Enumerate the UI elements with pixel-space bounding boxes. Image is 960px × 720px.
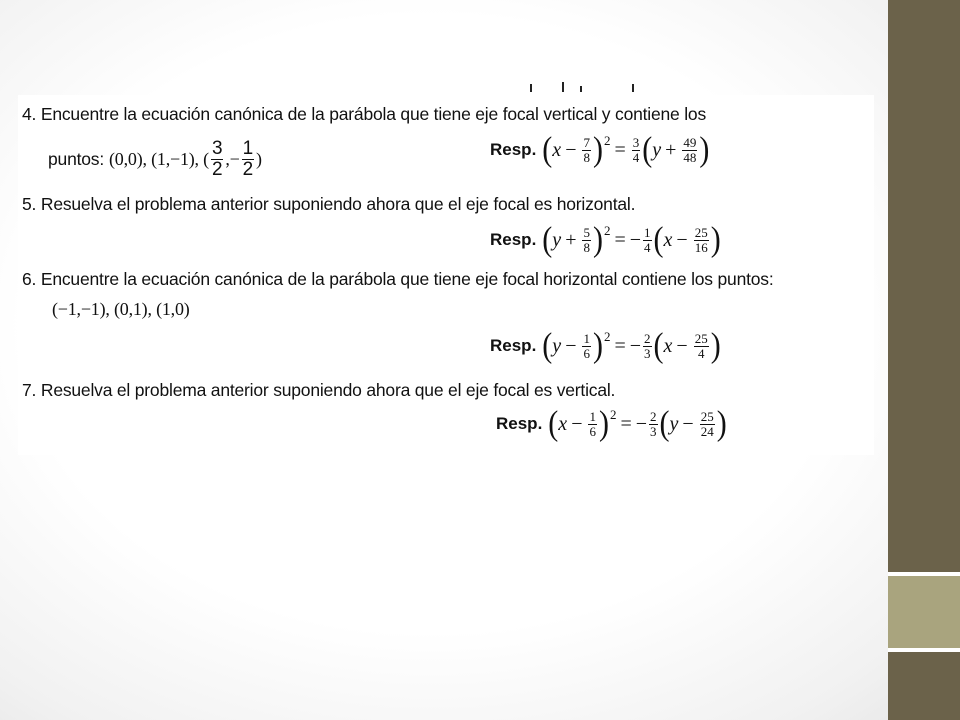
problem-4-points: puntos: (0,0), (1,−1), ( $\frac{3}{2}$ ,− $\frac{1}{2}$ ) (48, 138, 262, 180)
answer-equation: ( y − $\frac{1}{6}$ ) 2 = − $\frac{2}{3}$ ( x − $\frac{25}{4}$ ) (542, 326, 721, 365)
problem-4-statement (22, 104, 706, 125)
problem-7-line1: Resuelva el problema anterior suponiendo ahora que el eje focal es vertical. (40, 380, 616, 400)
problem-6-answer (490, 326, 721, 365)
problem-5-answer (490, 220, 721, 259)
problem-6-number: 6. (22, 269, 37, 289)
problem-7-statement (22, 380, 615, 401)
resp-label: Resp. (490, 230, 537, 249)
problem-5-number: 5. (22, 194, 37, 214)
resp-label: Resp. (496, 414, 543, 433)
problem-4-frac-b: $\frac{1}{2}$ (242, 138, 253, 180)
problem-4-number: 4. (22, 104, 37, 124)
problem-7-number: 7. (22, 380, 37, 400)
slide-side-accent-block (888, 576, 960, 648)
problem-6-points-list: (−1,−1), (0,1), (1,0) (52, 299, 190, 319)
problem-4-line1: Encuentre la ecuación canónica de la parábola que tiene eje focal vertical y contiene los (40, 104, 707, 124)
scanned-problem-sheet (18, 95, 874, 455)
answer-equation: ( x − $\frac{1}{6}$ ) 2 = − $\frac{2}{3}$ ( y − $\frac{25}{24}$ ) (548, 404, 727, 443)
problem-4-answer (490, 130, 710, 169)
problem-6-line1: Encuentre la ecuación canónica de la parábola que tiene eje focal horizontal contiene los puntos: (40, 269, 774, 289)
answer-equation: ( x − $\frac{7}{8}$ ) 2 = $\frac{3}{4}$ ( y + $\frac{49}{48}$ ) (542, 130, 710, 169)
problem-7-answer (496, 404, 727, 443)
answer-equation: ( y + $\frac{5}{8}$ ) 2 = − $\frac{1}{4}$ ( x − $\frac{25}{16}$ ) (542, 220, 721, 259)
resp-label: Resp. (490, 336, 537, 355)
resp-label: Resp. (490, 140, 537, 159)
problem-4-points-prefix: puntos: (48, 148, 105, 169)
problem-4-frac-a: $\frac{3}{2}$ (211, 138, 223, 180)
side-accent-divider-bottom (888, 648, 960, 652)
problem-6-statement (22, 269, 774, 290)
cropped-scan-remnant (520, 76, 650, 94)
problem-4-points-list: (0,0), (1,−1), ( (109, 148, 209, 169)
problem-5-statement (22, 194, 635, 215)
problem-5-line1: Resuelva el problema anterior suponiendo ahora que el eje focal es horizontal. (40, 194, 636, 214)
